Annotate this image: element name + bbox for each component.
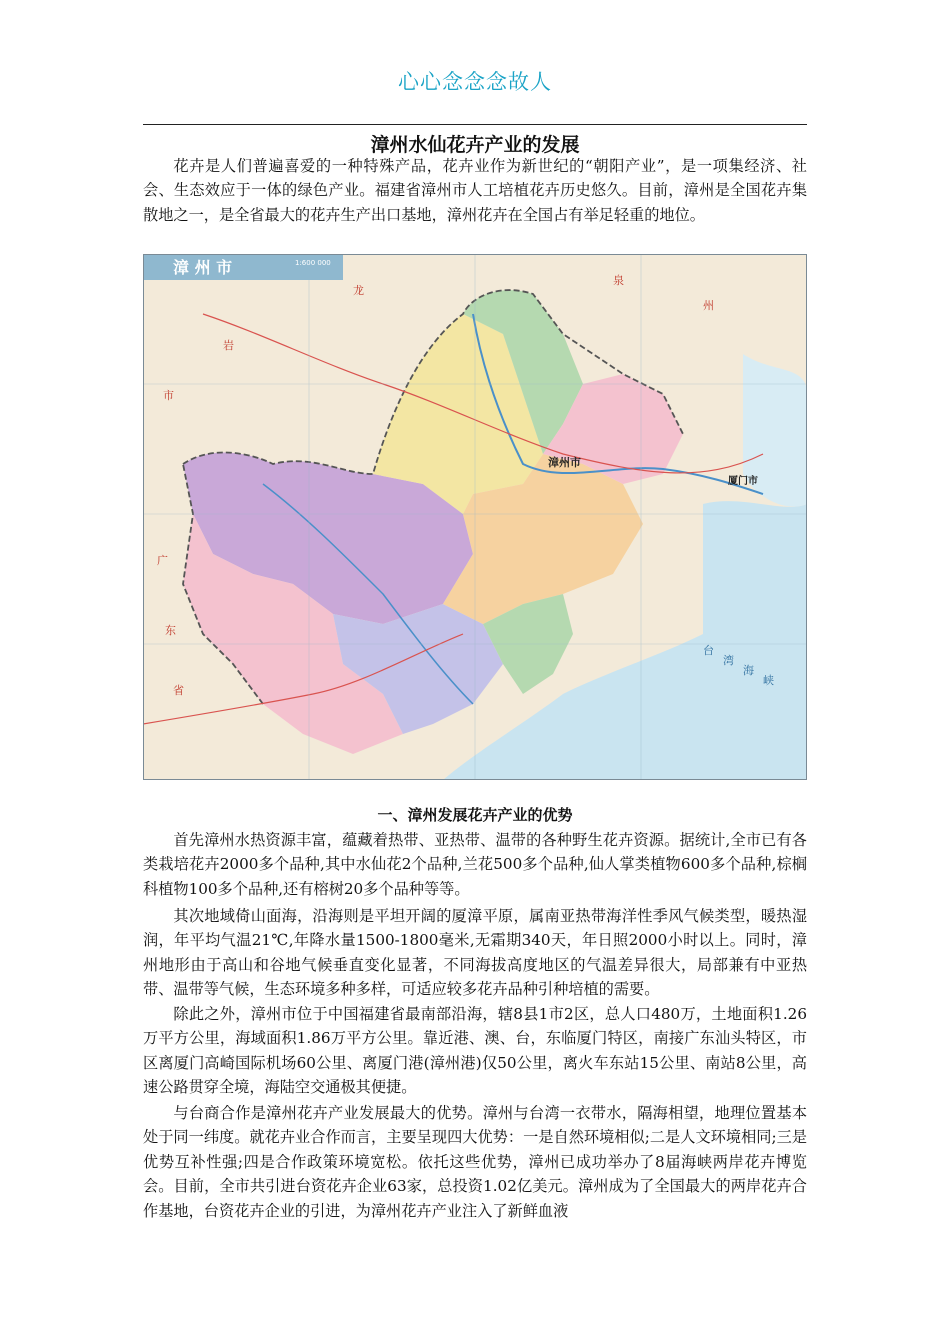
label-xiamen: 厦门市 <box>728 476 758 487</box>
label-guang: 广 <box>157 554 168 567</box>
section-heading: 一、漳州发展花卉产业的优势 <box>377 806 573 824</box>
paragraph-4: 与台商合作是漳州花卉产业发展最大的优势。漳州与台湾一衣带水，隔海相望，地理位置基本处于同一纬度。就花卉业合作而言，主要呈现四大优势：一是自然环境相似;二是人文环境相同;三是优势互补性强;四是合作政策环境宽松。依托这些优势，漳州已成功举办了8届海峡两岸花卉博览会。目前，全市共引进台资花卉企业63家，总投资1.02亿美元。漳州成为了全国最大的两岸花卉合作基地，台资花卉企业的引进，为漳州花卉产业注入了新鲜血液 <box>143 1104 807 1220</box>
label-quan: 泉 <box>613 274 624 287</box>
label-yan: 岩 <box>223 339 234 352</box>
label-dong: 东 <box>165 624 176 637</box>
label-xia: 峡 <box>763 674 774 687</box>
label-wan: 湾 <box>723 654 734 667</box>
header-title: 心心念念念故人 <box>398 70 552 94</box>
map-title: 漳 州 市 <box>173 258 233 277</box>
map-scale: 1:600 000 <box>295 259 331 267</box>
label-tai: 台 <box>703 644 714 657</box>
label-long: 龙 <box>353 284 364 297</box>
label-zhou: 州 <box>703 299 714 312</box>
label-hai: 海 <box>743 664 754 677</box>
zhangzhou-map <box>143 254 807 780</box>
label-sheng: 省 <box>173 684 184 697</box>
document-title: 漳州水仙花卉产业的发展 <box>370 134 580 156</box>
paragraph-2: 其次地域倚山面海，沿海则是平坦开阔的厦漳平原，属南亚热带海洋性季风气候类型，暖热湿润，年平均气温21℃,年降水量1500-1800毫米,无霜期340天，年日照2000小时以上。同时，漳州地形由于高山和谷地气候垂直变化显著，不同海拔高度地区的气温差异很大，局部兼有中亚热带、温带等气候，生态环境多种多样，可适应较多花卉品种引种培植的需要。 <box>143 907 807 999</box>
paragraph-1: 首先漳州水热资源丰富，蕴藏着热带、亚热带、温带的各种野生花卉资源。据统计,全市已有各类栽培花卉2000多个品种,其中水仙花2个品种,兰花500多个品种,仙人掌类植物600多个品种,棕榈科植物100多个品种,还有榕树20多个品种等等。 <box>143 831 807 898</box>
paragraph-3: 除此之外，漳州市位于中国福建省最南部沿海，辖8县1市2区，总人口480万，土地面积1.26万平方公里，海域面积1.86万平方公里。靠近港、澳、台，东临厦门特区，南接广东汕头特区，市区离厦门高崎国际机场60公里、离厦门港(漳州港)仅50公里，离火车东站15公里、南站8公里，高速公路贯穿全境，海陆空交通极其便捷。 <box>143 1005 807 1097</box>
header-divider <box>143 124 807 125</box>
label-shi: 市 <box>163 389 174 402</box>
intro-paragraph: 花卉是人们普遍喜爱的一种特殊产品，花卉业作为新世纪的“朝阳产业”，是一项集经济、社会、生态效应于一体的绿色产业。福建省漳州市人工培植花卉历史悠久。目前，漳州是全国花卉集散地之一，是全省最大的花卉生产出口基地，漳州花卉在全国占有举足轻重的地位。 <box>143 157 807 224</box>
label-zhangzhou: 漳州市 <box>548 456 581 469</box>
